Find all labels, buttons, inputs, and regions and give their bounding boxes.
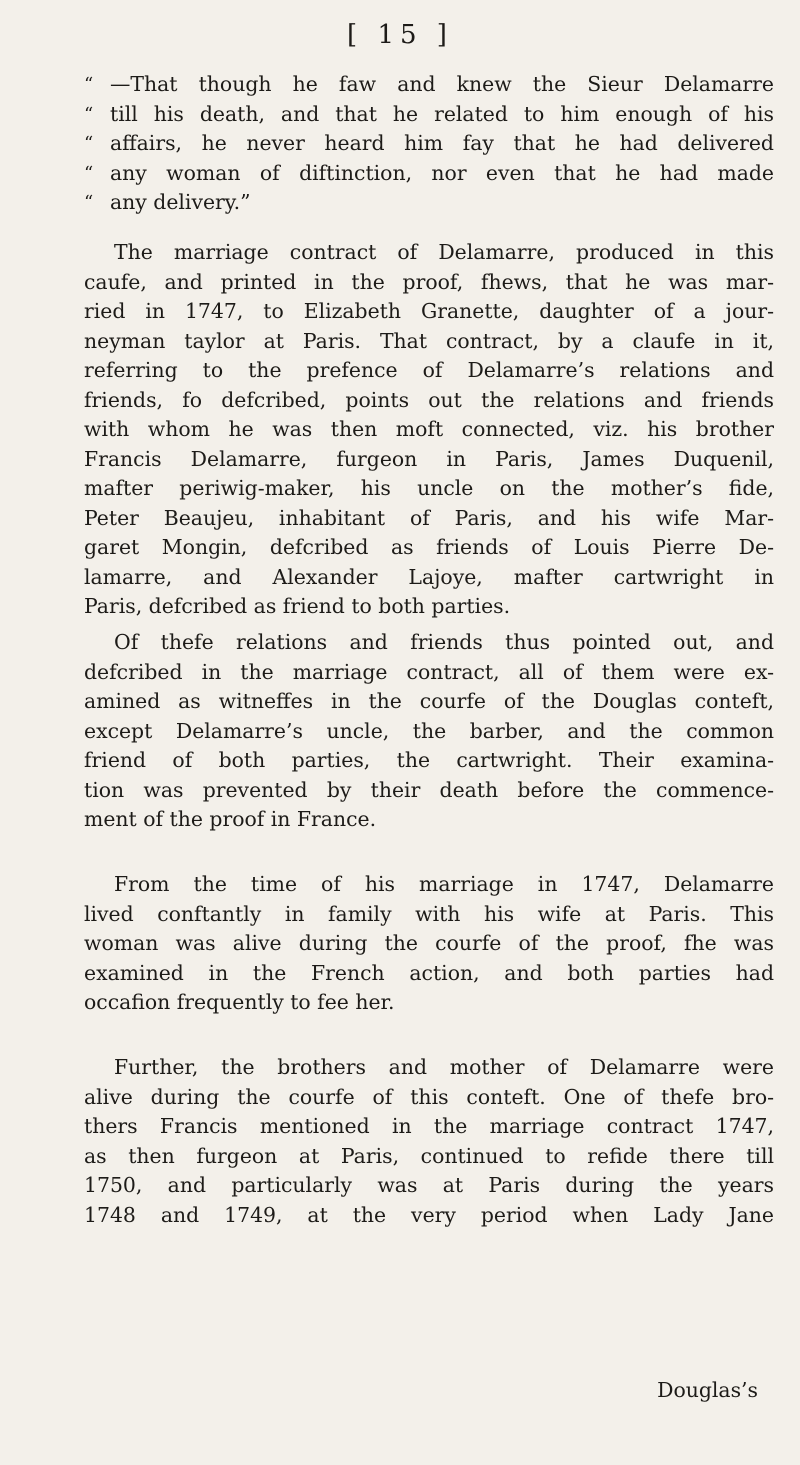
paragraph-line: alive during the courfe of this conteft. One of thefe bro-: [84, 1084, 774, 1109]
paragraph-line: Further, the brothers and mother of Delamarre were: [114, 1055, 774, 1079]
paragraph-line: referring to the prefence of Delamarre’s relations and: [84, 358, 774, 382]
paragraph-brothers: [84, 1053, 774, 1230]
paragraph-witnesses: [84, 628, 774, 835]
paragraph-line: mafter periwig-maker, his uncle on the mother’s fide,: [84, 476, 774, 500]
paragraph-line: defcribed in the marriage contract, all of them were ex-: [84, 659, 774, 684]
paragraph-line: friends, fo defcribed, points out the relations and friends: [84, 387, 774, 412]
paragraph-line: Paris, defcribed as friend to both parties.: [84, 594, 511, 618]
paragraph-line: 1748 and 1749, at the very period when Lady Jane: [84, 1202, 774, 1227]
quote-line: “ affairs, he never heard him fay that he had delivered: [84, 129, 774, 159]
paragraph-line: thers Francis mentioned in the marriage contract 1747,: [84, 1114, 774, 1138]
paragraph-line: caufe, and printed in the proof, fhews, that he was mar-: [84, 269, 774, 294]
paragraph-line: Of thefe relations and friends thus pointed out, and: [114, 630, 774, 654]
paragraph-marriage-1747: [84, 870, 774, 1018]
paragraph-line: Francis Delamarre, furgeon in Paris, James Duquenil,: [84, 446, 774, 471]
paragraph-line: The marriage contract of Delamarre, produced in this: [114, 240, 774, 264]
paragraph-line: ment of the proof in France.: [84, 807, 377, 831]
quote-line: “ till his death, and that he related to him enough of his: [84, 100, 774, 130]
quote-line: “ any woman of diftinction, nor even that he had made: [84, 159, 774, 189]
paragraph-line: garet Mongin, defcribed as friends of Louis Pierre De-: [84, 535, 774, 559]
paragraph-line: From the time of his marriage in 1747, Delamarre: [114, 872, 774, 896]
paragraph-line: woman was alive during the courfe of the proof, fhe was: [84, 931, 774, 955]
paragraph-line: tion was prevented by their death before the commence-: [84, 777, 774, 802]
paragraph-line: occafion frequently to fee her.: [84, 990, 395, 1014]
catchword: Douglas’s: [657, 1378, 758, 1402]
quote-block: [84, 70, 774, 218]
paragraph-line: examined in the French action, and both parties had: [84, 960, 774, 985]
paragraph-line: amined as witneffes in the courfe of the Douglas conteft,: [84, 689, 774, 713]
paragraph-line: ried in 1747, to Elizabeth Granette, daughter of a jour-: [84, 299, 774, 323]
quote-line: “ —That though he faw and knew the Sieur Delamarre: [84, 70, 774, 100]
paragraph-line: as then furgeon at Paris, continued to refide there till: [84, 1143, 774, 1168]
paragraph-line: 1750, and particularly was at Paris during the years: [84, 1173, 774, 1197]
paragraph-line: friend of both parties, the cartwright. Their examina-: [84, 748, 774, 772]
page-number: [ 15 ]: [347, 20, 453, 50]
paragraph-line: Peter Beaujeu, inhabitant of Paris, and his wife Mar-: [84, 505, 774, 530]
quote-line: “ any delivery.”: [84, 188, 774, 218]
paragraph-marriage-contract: [84, 238, 774, 622]
paragraph-line: except Delamarre’s uncle, the barber, and the common: [84, 718, 774, 743]
paragraph-line: neyman taylor at Paris. That contract, by a claufe in it,: [84, 328, 774, 353]
paragraph-line: with whom he was then moft connected, viz. his brother: [84, 417, 774, 441]
paragraph-line: lamarre, and Alexander Lajoye, mafter cartwright in: [84, 564, 774, 589]
paragraph-line: lived conftantly in family with his wife at Paris. This: [84, 901, 774, 926]
